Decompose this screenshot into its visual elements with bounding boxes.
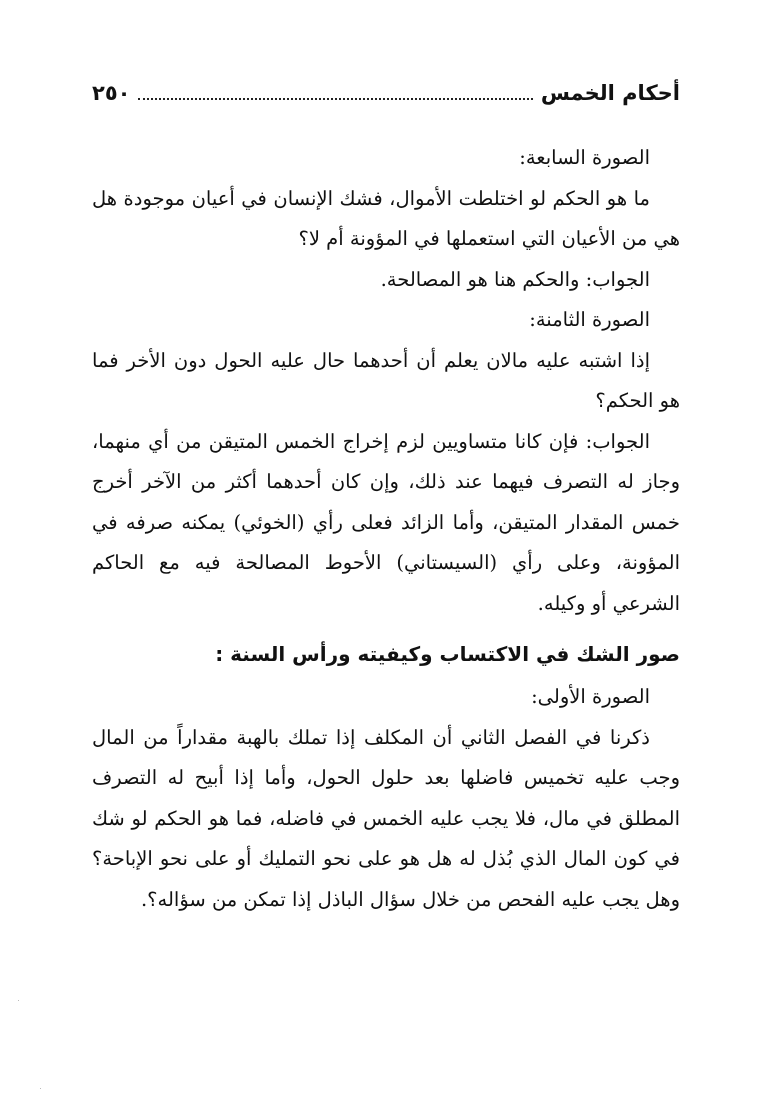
running-title: أحكام الخمس [540, 81, 680, 105]
subheading-seventh-case: الصورة السابعة: [519, 146, 650, 169]
section-heading: صور الشك في الاكتساب وكيفيته ورأس السنة : [215, 642, 680, 666]
subheading-first-case: الصورة الأولى: [531, 685, 650, 708]
paragraph-answer-8: الجواب: فإن كانا متساويين لزم إخراج الخمس المتيقن من أي منهما، وجاز له التصرف فيهما عند ذلك، وإن كان أحدهما أكثر من الآخر أخرج خمس المقدار المتيقن، وأما الزائد فعلى رأي (الخوئي) يمكنه صرفه في المؤونة، وعلى رأي (السيستاني) الأحوط المصالحة فيه مع الحاكم الشرعي أو وكيله. [92, 429, 680, 615]
scan-speck [40, 1088, 41, 1089]
subheading-eighth-case: الصورة الثامنة: [529, 308, 650, 331]
page-number: ٢٥٠ [92, 81, 131, 105]
scan-speck [18, 1000, 19, 1001]
paragraph-answer-7: الجواب: والحكم هنا هو المصالحة. [380, 267, 650, 291]
paragraph-question-8: إذا اشتبه عليه مالان يعلم أن أحدهما حال عليه الحول دون الأخر فما هو الحكم؟ [92, 348, 680, 412]
body-text [92, 138, 680, 920]
paragraph-question-7: ما هو الحكم لو اختلطت الأموال، فشك الإنسان في أعيان موجودة هل هي من الأعيان التي استعملها في المؤونة أم لا؟ [92, 186, 680, 250]
header-dotted-leader [138, 86, 532, 100]
paragraph-first-case: ذكرنا في الفصل الثاني أن المكلف إذا تملك بالهبة مقداراً من المال وجب عليه تخميس فاضلها بعد حلول الحول، وأما إذا أبيح له التصرف المطلق في مال، فلا يجب عليه الخمس في فاضله، فما هو الحكم لو شك في كون المال الذي بُذل له هل هو على نحو التمليك أو على نحو الإباحة؟ وهل يجب عليه الفحص من خلال سؤال الباذل إذا تمكن من سؤاله؟. [92, 725, 680, 911]
page-header [92, 76, 680, 110]
